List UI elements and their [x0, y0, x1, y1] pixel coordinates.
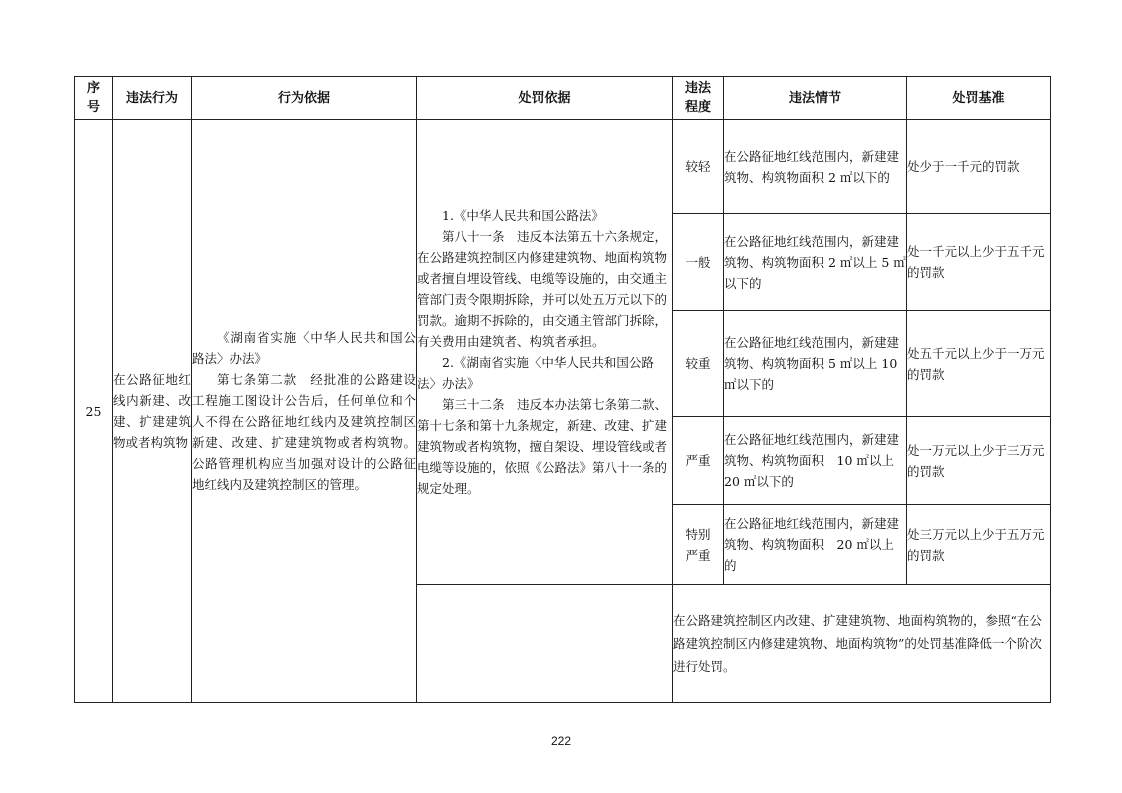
row-basis	[192, 120, 417, 703]
degree-cell: 较重	[673, 311, 724, 417]
header-degree: 违法 程度	[673, 77, 724, 120]
header-act: 违法行为	[113, 77, 192, 120]
table-row	[75, 120, 1051, 214]
standard-cell: 处五千元以上少于一万元的罚款	[907, 311, 1051, 417]
circumstance-cell: 在公路征地红线范围内，新建建筑物、构筑物面积 5 ㎡以上 10 ㎡以下的	[724, 311, 907, 417]
row-penalty-basis	[417, 120, 673, 585]
page-number: 222	[550, 734, 572, 748]
header-row	[75, 77, 1051, 120]
standard-cell: 处少于一千元的罚款	[907, 120, 1051, 214]
degree-cell: 严重	[673, 417, 724, 505]
header-seq: 序 号	[75, 77, 113, 120]
empty-cell	[417, 585, 673, 703]
row-act: 在公路征地红线内新建、改建、扩建建筑物或者构筑物	[113, 120, 192, 703]
note-cell: 在公路建筑控制区内改建、扩建建筑物、地面构筑物的，参照“在公路建筑控制区内修建建筑物、地面构筑物”的处罚基准降低一个阶次进行处罚。	[673, 585, 1051, 703]
header-circumstance: 违法情节	[724, 77, 907, 120]
penalty-standard-table	[74, 76, 1051, 703]
penalty-article-1: 第八十一条 违反本法第五十六条规定，在公路建筑控制区内修建建筑物、地面构筑物或者擅自埋设管线、电缆等设施的，由交通主管部门责令限期拆除，并可以处五万元以下的罚款。逾期不拆除的，由交通主管部门拆除，有关费用由建筑者、构筑者承担。	[417, 229, 668, 349]
circumstance-cell: 在公路征地红线范围内，新建建筑物、构筑物面积 2 ㎡以上 5 ㎡以下的	[724, 214, 907, 311]
basis-title: 《湖南省实施〈中华人民共和国公路法〉办法》	[192, 330, 416, 366]
penalty-article-2: 第三十二条 违反本办法第七条第二款、第十七条和第十九条规定，新建、改建、扩建建筑物或者构筑物，擅自架设、埋设管线或者电缆等设施的，依照《公路法》第八十一条的规定处理。	[417, 397, 668, 496]
penalty-law-1: 1.《中华人民共和国公路法》	[442, 208, 604, 223]
header-basis: 行为依据	[192, 77, 417, 120]
standard-cell: 处一千元以上少于五千元的罚款	[907, 214, 1051, 311]
penalty-law-2: 2.《湖南省实施〈中华人民共和国公路法〉办法》	[417, 355, 654, 391]
degree-cell: 特别 严重	[673, 505, 724, 585]
circumstance-cell: 在公路征地红线范围内，新建建筑物、构筑物面积 20 ㎡以上的	[724, 505, 907, 585]
standard-cell: 处三万元以上少于五万元的罚款	[907, 505, 1051, 585]
header-standard: 处罚基准	[907, 77, 1051, 120]
row-seq: 25	[75, 120, 113, 703]
header-penalty-basis: 处罚依据	[417, 77, 673, 120]
basis-article: 第七条第二款 经批准的公路建设工程施工图设计公告后，任何单位和个人不得在公路征地红线内及建筑控制区新建、改建、扩建建筑物或者构筑物。公路管理机构应当加强对设计的公路征地红线内及建筑控制区的管理。	[192, 372, 416, 492]
standard-cell: 处一万元以上少于三万元的罚款	[907, 417, 1051, 505]
degree-cell: 一般	[673, 214, 724, 311]
circumstance-cell: 在公路征地红线范围内，新建建筑物、构筑物面积 10 ㎡以上 20 ㎡以下的	[724, 417, 907, 505]
circumstance-cell: 在公路征地红线范围内，新建建筑物、构筑物面积 2 ㎡以下的	[724, 120, 907, 214]
degree-cell: 较轻	[673, 120, 724, 214]
